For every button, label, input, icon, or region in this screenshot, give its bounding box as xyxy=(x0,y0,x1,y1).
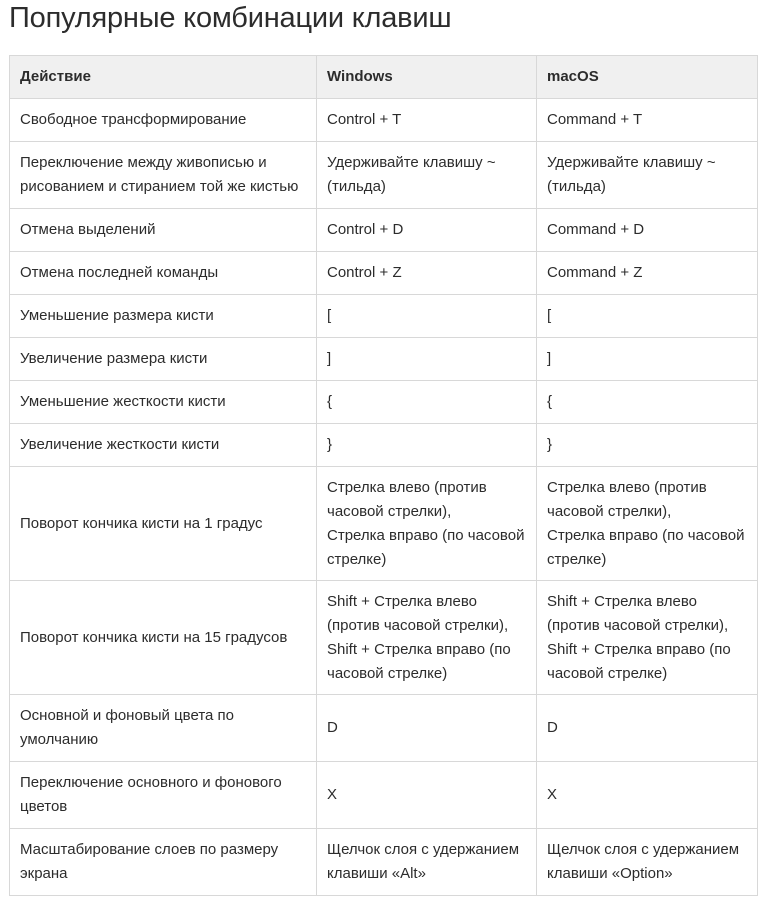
column-header-macos: macOS xyxy=(537,56,758,99)
table-row xyxy=(10,338,758,381)
windows-shortcut-cell: } xyxy=(317,424,537,467)
page-title: Популярные комбинации клавиш xyxy=(9,2,452,34)
windows-shortcut-cell: Control + T xyxy=(317,99,537,142)
table-header-row xyxy=(10,56,758,99)
macos-shortcut-cell: Стрелка влево (против часовой стрелки), Стрелка вправо (по часовой стрелке) xyxy=(537,467,758,581)
macos-shortcut-cell: Command + T xyxy=(537,99,758,142)
action-cell: Поворот кончика кисти на 15 градусов xyxy=(10,581,317,695)
macos-shortcut-cell: } xyxy=(537,424,758,467)
windows-shortcut-cell: Control + Z xyxy=(317,252,537,295)
table-row xyxy=(10,252,758,295)
column-header-action: Действие xyxy=(10,56,317,99)
windows-shortcut-cell: { xyxy=(317,381,537,424)
table-row xyxy=(10,829,758,896)
table-row xyxy=(10,581,758,695)
table-row xyxy=(10,209,758,252)
macos-shortcut-cell: D xyxy=(537,695,758,762)
table-row xyxy=(10,762,758,829)
macos-shortcut-cell: Щелчок слоя с удержанием клавиши «Option» xyxy=(537,829,758,896)
action-cell: Поворот кончика кисти на 1 градус xyxy=(10,467,317,581)
action-cell: Увеличение жесткости кисти xyxy=(10,424,317,467)
action-cell: Переключение основного и фонового цветов xyxy=(10,762,317,829)
windows-shortcut-cell: Shift + Стрелка влево (против часовой стрелки), Shift + Стрелка вправо (по часовой стрелке) xyxy=(317,581,537,695)
macos-shortcut-cell: Удерживайте клавишу ~ (тильда) xyxy=(537,142,758,209)
macos-shortcut-cell: ] xyxy=(537,338,758,381)
action-cell: Основной и фоновый цвета по умолчанию xyxy=(10,695,317,762)
windows-shortcut-cell: Стрелка влево (против часовой стрелки), Стрелка вправо (по часовой стрелке) xyxy=(317,467,537,581)
windows-shortcut-cell: Control + D xyxy=(317,209,537,252)
windows-shortcut-cell: X xyxy=(317,762,537,829)
macos-shortcut-cell: [ xyxy=(537,295,758,338)
table-row xyxy=(10,695,758,762)
windows-shortcut-cell: Щелчок слоя с удержанием клавиши «Alt» xyxy=(317,829,537,896)
macos-shortcut-cell: { xyxy=(537,381,758,424)
windows-shortcut-cell: [ xyxy=(317,295,537,338)
action-cell: Переключение между живописью и рисованием и стиранием той же кистью xyxy=(10,142,317,209)
column-header-windows: Windows xyxy=(317,56,537,99)
table-row xyxy=(10,142,758,209)
action-cell: Масштабирование слоев по размеру экрана xyxy=(10,829,317,896)
macos-shortcut-cell: X xyxy=(537,762,758,829)
table-row xyxy=(10,295,758,338)
windows-shortcut-cell: Удерживайте клавишу ~ (тильда) xyxy=(317,142,537,209)
windows-shortcut-cell: ] xyxy=(317,338,537,381)
action-cell: Уменьшение размера кисти xyxy=(10,295,317,338)
macos-shortcut-cell: Command + Z xyxy=(537,252,758,295)
action-cell: Свободное трансформирование xyxy=(10,99,317,142)
action-cell: Отмена последней команды xyxy=(10,252,317,295)
action-cell: Увеличение размера кисти xyxy=(10,338,317,381)
action-cell: Отмена выделений xyxy=(10,209,317,252)
table-row xyxy=(10,424,758,467)
table-row xyxy=(10,467,758,581)
table-row xyxy=(10,99,758,142)
macos-shortcut-cell: Command + D xyxy=(537,209,758,252)
windows-shortcut-cell: D xyxy=(317,695,537,762)
macos-shortcut-cell: Shift + Стрелка влево (против часовой стрелки), Shift + Стрелка вправо (по часовой стрелке) xyxy=(537,581,758,695)
shortcuts-table xyxy=(9,55,758,896)
table-row xyxy=(10,381,758,424)
action-cell: Уменьшение жесткости кисти xyxy=(10,381,317,424)
